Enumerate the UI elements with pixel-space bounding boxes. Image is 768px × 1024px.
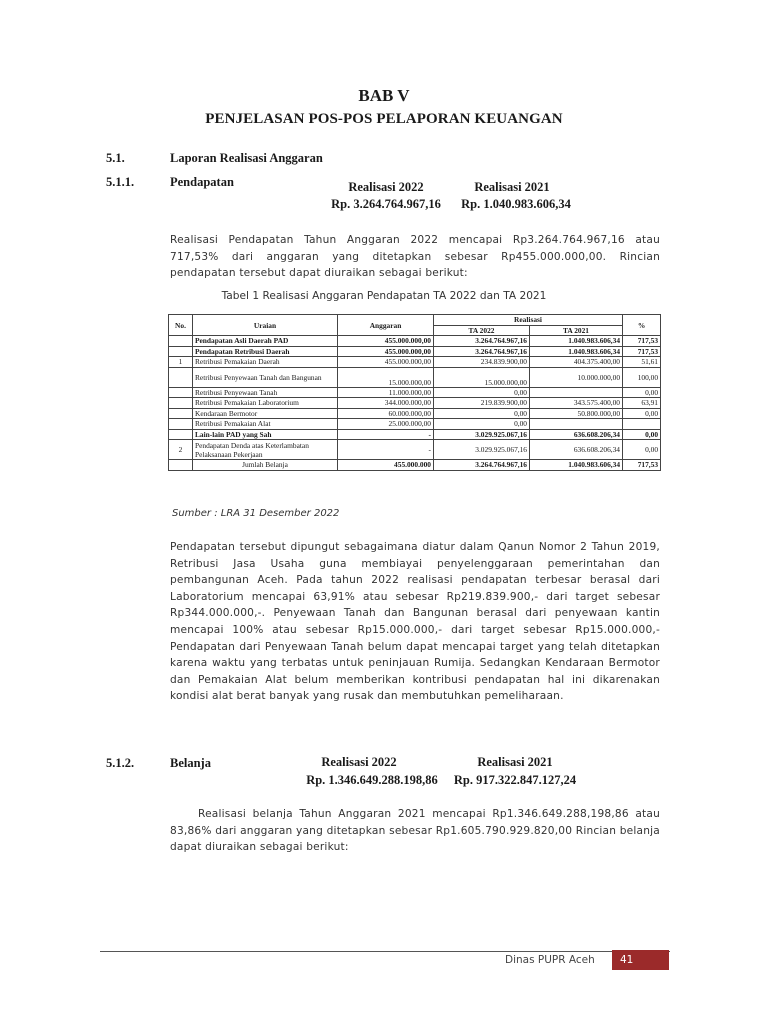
belanja-realisasi-2022-value: Rp. 1.346.649.288.198,86 [306, 773, 438, 787]
cell-ta2021 [530, 387, 623, 398]
cell-anggaran: 25.000.000,00 [338, 419, 434, 430]
cell-no [169, 336, 193, 347]
cell-pct: 717,53 [623, 460, 661, 471]
paragraph-pendapatan-intro: Realisasi Pendapatan Tahun Anggaran 2022 mencapai Rp3.264.764.967,16 atau 717,53% dari anggaran yang ditetapkan sebesar Rp455.000.000,00. Rincian pendapatan tersebut dapat diuraikan sebagai berikut: [170, 234, 660, 280]
cell-pct: 717,53 [623, 346, 661, 357]
cell-anggaran: - [338, 429, 434, 440]
cell-ta2022: 0,00 [434, 408, 530, 419]
footer-page-number: 41 [612, 950, 669, 970]
cell-ta2021: 636.608.206,34 [530, 429, 623, 440]
belanja-realisasi-2021-label: Realisasi 2021 [477, 755, 553, 769]
header-percent: % [623, 315, 661, 336]
cell-pct: 100,00 [623, 367, 661, 387]
section-5-1-2-number: 5.1.2. [106, 756, 135, 770]
cell-no [169, 346, 193, 357]
cell-ta2022: 3.264.764.967,16 [434, 346, 530, 357]
paragraph-belanja-intro: Realisasi belanja Tahun Anggaran 2021 mencapai Rp1.346.649.288,198,86 atau 83,86% dari anggaran yang ditetapkan sebesar Rp1.605.790.929.820,00 Rincian belanja dapat diuraikan sebagai berikut: [170, 808, 660, 854]
cell-no [169, 460, 193, 471]
table-row [169, 336, 661, 347]
cell-anggaran: 455.000.000,00 [338, 336, 434, 347]
cell-no [169, 367, 193, 387]
cell-anggaran: - [338, 440, 434, 460]
table-row [169, 346, 661, 357]
cell-ta2022: 15.000.000,00 [434, 367, 530, 387]
cell-no [169, 408, 193, 419]
cell-pct: 0,00 [623, 429, 661, 440]
table-row [169, 408, 661, 419]
cell-anggaran: 11.000.000,00 [338, 387, 434, 398]
table-row [169, 419, 661, 430]
cell-ta2022: 3.264.764.967,16 [434, 336, 530, 347]
header-realisasi: Realisasi [434, 315, 623, 326]
cell-uraian: Retribusi Penyewaan Tanah [193, 387, 338, 398]
cell-no [169, 398, 193, 409]
realisasi-2022-value: Rp. 3.264.764.967,16 [331, 197, 441, 211]
cell-ta2021: 10.000.000,00 [530, 367, 623, 387]
cell-ta2021: 404.375.400,00 [530, 357, 623, 368]
cell-anggaran: 15.000.000,00 [338, 367, 434, 387]
cell-ta2021: 50.800.000,00 [530, 408, 623, 419]
chapter-number: BAB V [358, 86, 410, 105]
cell-ta2021: 343.575.400,00 [530, 398, 623, 409]
section-5-1-1-number: 5.1.1. [106, 175, 135, 189]
header-ta2021: TA 2021 [530, 325, 623, 336]
cell-anggaran: 455.000.000 [338, 460, 434, 471]
table-source: Sumber : LRA 31 Desember 2022 [172, 508, 340, 519]
header-no: No. [169, 315, 193, 336]
cell-ta2022: 0,00 [434, 387, 530, 398]
paragraph-pendapatan-detail: Pendapatan tersebut dipungut sebagaimana diatur dalam Qanun Nomor 2 Tahun 2019, Retribusi Jasa Usaha guna membiayai penyelenggaraan pemerintahan dan pembangunan Aceh. Pada tahun 2022 realisasi pendapatan terbesar berasal dari Laboratorium mencapai 63,91% atau sebesar Rp219.839.900,- dari target sebesar Rp344.000.000,-. Penyewaan Tanah dan Bangunan berasal dari penyewaan kantin mencapai 100% atau sebesar Rp15.000.000,- dari target sebesar Rp15.000.000,- Pendapatan dari Penyewaan Tanah belum dapat mencapai target yang telah ditetapkan karena waktu yang terbatas untuk peninjauan Rumija. Sedangkan Kendaraan Bermotor dan Pemakaian Alat belum memberikan kontribusi pendapatan hal ini dikarenakan kondisi alat berat banyak yang rusak dan membutuhkan pemeliharaan. [170, 541, 660, 703]
cell-ta2022: 234.839.900,00 [434, 357, 530, 368]
cell-no [169, 429, 193, 440]
cell-no [169, 387, 193, 398]
realisasi-2022-label: Realisasi 2022 [348, 180, 424, 194]
cell-uraian: Retribusi Pemakaian Alat [193, 419, 338, 430]
cell-pct: 63,91 [623, 398, 661, 409]
table-row [169, 398, 661, 409]
realisasi-2021-label: Realisasi 2021 [474, 180, 550, 194]
table-header-row [169, 315, 661, 326]
table-row [169, 440, 661, 460]
footer-rule [100, 951, 670, 952]
cell-ta2021: 1.040.983.606,34 [530, 336, 623, 347]
cell-pct: 51,61 [623, 357, 661, 368]
cell-no: 2 [169, 440, 193, 460]
cell-pct: 0,00 [623, 387, 661, 398]
cell-anggaran: 344.000.000,00 [338, 398, 434, 409]
table-row [169, 429, 661, 440]
realisasi-2021-value: Rp. 1.040.983.606,34 [461, 197, 571, 211]
table-total-row [169, 460, 661, 471]
cell-no: 1 [169, 357, 193, 368]
cell-uraian: Pendapatan Asli Daerah PAD [193, 336, 338, 347]
cell-uraian: Retribusi Pemakaian Laboratorium [193, 398, 338, 409]
cell-pct: 0,00 [623, 440, 661, 460]
chapter-title: PENJELASAN POS-POS PELAPORAN KEUANGAN [205, 111, 563, 127]
footer-organization: Dinas PUPR Aceh [505, 954, 595, 966]
cell-ta2022: 0,00 [434, 419, 530, 430]
cell-pct [623, 419, 661, 430]
table-row [169, 357, 661, 368]
cell-ta2021: 1.040.983.606,34 [530, 460, 623, 471]
section-5-1-title: Laporan Realisasi Anggaran [170, 151, 323, 165]
cell-pct: 717,53 [623, 336, 661, 347]
cell-uraian: Pendapatan Denda atas Keterlambatan Pelaksanaan Pekerjaan [193, 440, 338, 460]
cell-ta2022: 3.264.764.967,16 [434, 460, 530, 471]
table-caption: Tabel 1 Realisasi Anggaran Pendapatan TA 2022 dan TA 2021 [221, 290, 547, 302]
cell-ta2021: 636.608.206,34 [530, 440, 623, 460]
cell-anggaran: 455.000.000,00 [338, 357, 434, 368]
cell-anggaran: 455.000.000,00 [338, 346, 434, 357]
cell-uraian: Pendapatan Retribusi Daerah [193, 346, 338, 357]
section-5-1-2-title: Belanja [170, 756, 211, 770]
table-row [169, 367, 661, 387]
header-anggaran: Anggaran [338, 315, 434, 336]
section-5-1-number: 5.1. [106, 151, 125, 165]
cell-pct: 0,00 [623, 408, 661, 419]
cell-ta2021: 1.040.983.606,34 [530, 346, 623, 357]
belanja-realisasi-2022-label: Realisasi 2022 [321, 755, 397, 769]
cell-uraian: Kendaraan Bermotor [193, 408, 338, 419]
cell-uraian: Lain-lain PAD yang Sah [193, 429, 338, 440]
header-uraian: Uraian [193, 315, 338, 336]
section-5-1-1-title: Pendapatan [170, 175, 234, 189]
cell-uraian: Jumlah Belanja [193, 460, 338, 471]
belanja-realisasi-2021-value: Rp. 917.322.847.127,24 [453, 773, 577, 787]
table-row [169, 387, 661, 398]
cell-ta2022: 219.839.900,00 [434, 398, 530, 409]
cell-anggaran: 60.000.000,00 [338, 408, 434, 419]
cell-ta2022: 3.029.925.067,16 [434, 440, 530, 460]
cell-uraian: Retribusi Pemakaian Daerah [193, 357, 338, 368]
cell-ta2021 [530, 419, 623, 430]
cell-no [169, 419, 193, 430]
cell-ta2022: 3.029.925.067,16 [434, 429, 530, 440]
header-ta2022: TA 2022 [434, 325, 530, 336]
cell-uraian: Retribusi Penyewaan Tanah dan Bangunan [193, 367, 338, 387]
revenue-table [168, 314, 661, 471]
